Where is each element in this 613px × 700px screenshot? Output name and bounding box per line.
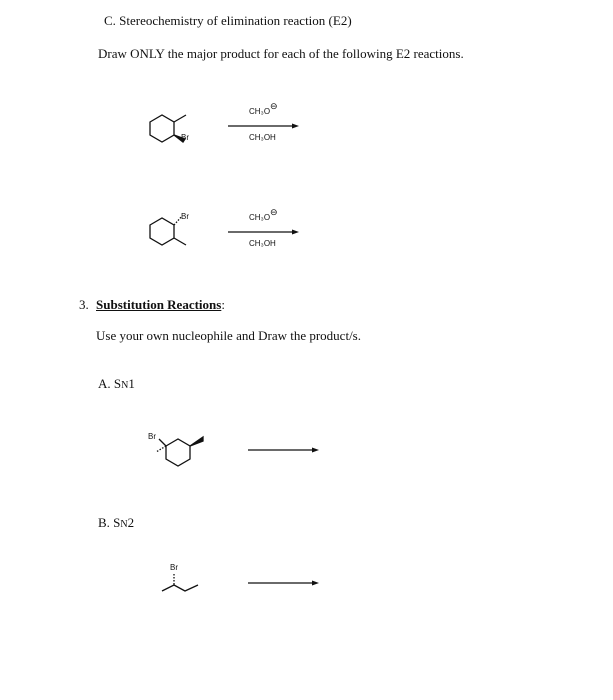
part-b-molecule — [155, 572, 205, 597]
part-b-arrow — [248, 580, 323, 586]
section-3-instruction: Use your own nucleophile and Draw the product/s. — [96, 328, 361, 343]
reaction1-reagent-bottom: CH₃OH — [249, 133, 276, 142]
reaction2-reagent-top: CH₃O⊖ — [249, 207, 278, 222]
reaction2-molecule — [140, 208, 200, 253]
methyl-bond — [174, 238, 186, 245]
section-3-title: Substitution Reactions — [96, 297, 222, 312]
reaction1-substituent: Br — [181, 133, 189, 142]
cyclohexane-ring — [150, 115, 174, 142]
reaction1-arrow — [228, 123, 303, 129]
part-a-substituent: Br — [148, 432, 156, 441]
bromo-bond — [159, 439, 166, 446]
methyl-bond — [174, 115, 186, 122]
part-b-label: B. SN2 — [98, 515, 135, 530]
section-3-colon: : — [221, 297, 225, 312]
part-a-label: A. SN1 — [98, 376, 135, 391]
minus-charge: ⊖ — [270, 101, 278, 111]
hashed-methyl-bond — [156, 446, 166, 452]
part-a-molecule — [150, 430, 220, 470]
minus-charge: ⊖ — [270, 207, 278, 217]
reaction2-reagent-bottom: CH₃OH — [249, 239, 276, 248]
section-3-number: 3. — [79, 297, 89, 312]
section-3-heading — [79, 297, 225, 313]
part-a-arrow — [248, 447, 323, 453]
part-b-substituent: Br — [170, 563, 178, 572]
cyclohexane-ring — [150, 218, 174, 245]
section-c-instruction: Draw ONLY the major product for each of the following E2 reactions. — [98, 46, 464, 61]
section-c-title: C. Stereochemistry of elimination reaction (E2) — [104, 13, 352, 28]
wedge-methyl-bond — [190, 437, 203, 446]
reaction2-arrow — [228, 229, 303, 235]
reaction1-reagent-top: CH₃O⊖ — [249, 101, 278, 116]
carbon-chain — [162, 585, 198, 591]
reaction2-substituent: Br — [181, 212, 189, 221]
reaction1-molecule — [140, 108, 200, 153]
cyclohexane-ring — [166, 439, 190, 466]
